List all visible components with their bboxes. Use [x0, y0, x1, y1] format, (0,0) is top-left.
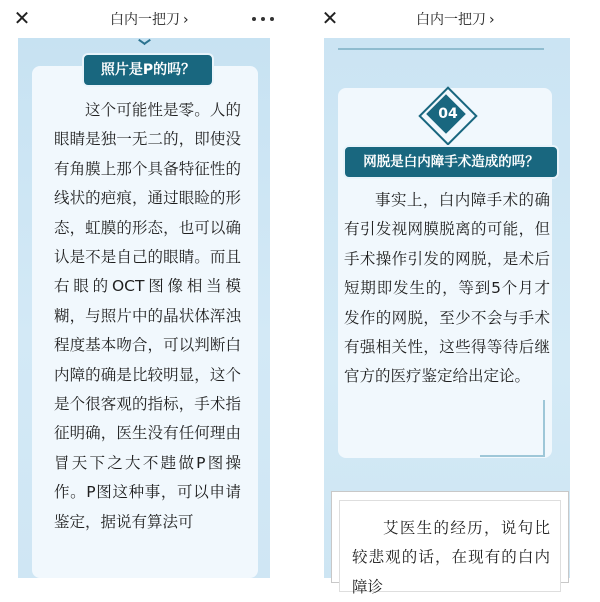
article-title: 白内一把刀 — [110, 12, 180, 28]
section-badge: 网脱是白内障手术造成的吗？ — [343, 145, 559, 179]
article-title-link[interactable] — [110, 9, 189, 29]
close-icon[interactable]: ✕ — [321, 6, 339, 30]
frame-line — [480, 455, 545, 457]
top-bar — [0, 0, 288, 38]
article-paragraph: 这个可能性是零。人的眼睛是独一无二的，即使没有角膜上那个具备特征性的线状的疤痕，通过眼睑的形态，虹膜的形态，也可以确认是不是自己的眼睛。而且右眼的OCT图像相当模糊，与照片中的晶状体浑浊程度基本吻合，可以判断白内障的确是比较明显，这个是个很客观的指标，手术指征明确，医生没有任何理由冒天下之大不韪做P图操作。P图这种事，可以申请鉴定，据说有算法可 — [54, 101, 241, 531]
top-bar — [306, 0, 600, 38]
left-screenshot — [0, 0, 288, 578]
article-paragraph: 事实上，白内障手术的确有引发视网膜脱离的可能，但手术操作引发的网脱，是术后短期即发生的，等到5个月才发作的网脱，至少不会与手术有强相关性，这些得等待后继官方的医疗鉴定给出定论。 — [344, 191, 550, 386]
close-icon[interactable]: ✕ — [13, 6, 31, 30]
frame-line — [543, 400, 545, 456]
chevron-right-icon: › — [183, 12, 189, 28]
section-badge: 照片是P的吗？ — [82, 53, 214, 87]
more-dots-icon[interactable] — [250, 9, 276, 29]
panel-divider — [288, 0, 306, 578]
chevron-down-icon — [139, 38, 149, 46]
next-paragraph: 艾医生的经历，说句比较悲观的话，在现有的白内障诊 — [352, 519, 550, 596]
chevron-right-icon: › — [489, 12, 495, 28]
article-title-link[interactable] — [416, 9, 495, 29]
section-number: 04 — [438, 106, 458, 122]
article-title: 白内一把刀 — [416, 12, 486, 28]
frame-line — [338, 38, 544, 50]
